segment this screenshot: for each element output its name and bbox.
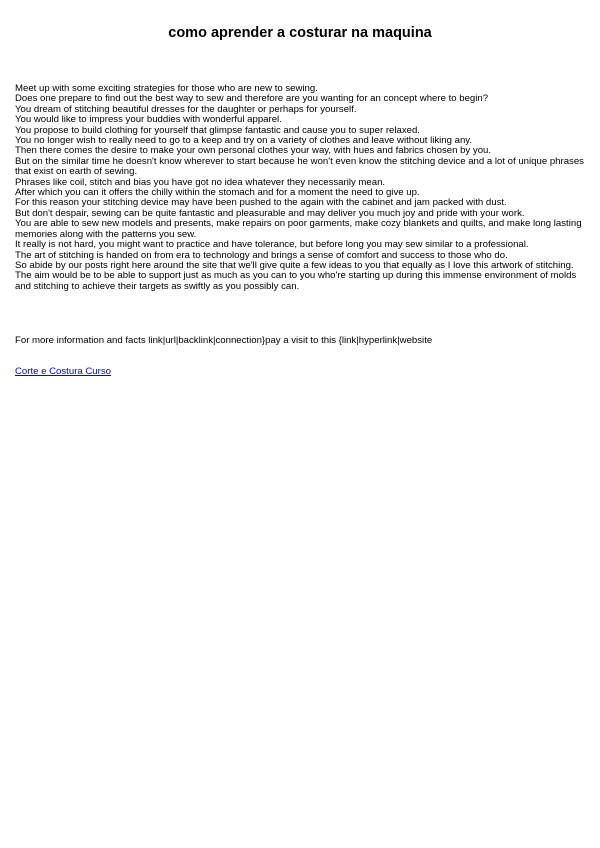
paragraph: But don't despair, sewing can be quite fantastic and pleasurable and may deliver you much joy and pride with your work. xyxy=(15,207,525,219)
paragraph: You no longer wish to really need to go to a keep and try on a variety of clothes and leave without liking any. xyxy=(15,135,473,147)
paragraph: You would like to impress your buddies with wonderful apparel. xyxy=(15,114,282,126)
paragraph: It really is not hard, you might want to practice and have tolerance, but before long you may sew similar to a professional. xyxy=(15,239,529,251)
paragraph: You are able to sew new models and presents, make repairs on poor garments, make cozy blankets and quilts, and make long lasting memories along with the patterns you sew. xyxy=(15,218,582,240)
paragraph: But on the similar time he doesn't know wherever to start because he won't even know the stitching device and a lot of unique phrases that exist on earth of sewing. xyxy=(15,155,584,178)
article-body xyxy=(15,84,590,292)
paragraph: Then there comes the desire to make your own personal clothes your way, with hues and fabrics chosen by you. xyxy=(15,145,492,157)
paragraph: Meet up with some exciting strategies for those who are new to sewing. xyxy=(15,83,318,94)
paragraph: You propose to build clothing for yourself that glimpse fantastic and cause you to super relaxed. xyxy=(15,124,420,136)
paragraph: The aim would be to be able to support just as much as you can to you who're starting up during this immense environment of molds and stitching to achieve their targets as swiftly as you possibly can. xyxy=(15,270,577,292)
paragraph: For this reason your stitching device may have been pushed to the again with the cabinet and jam packed with dust. xyxy=(15,197,507,209)
more-info-text: For more information and facts link|url|backlink|connection}pay a visit to this {link|hyperlink|website xyxy=(15,335,433,346)
course-link[interactable]: Corte e Costura Curso xyxy=(15,366,111,377)
paragraph: Does one prepare to find out the best way to sew and therefore are you wanting for an concept where to begin? xyxy=(15,93,489,105)
paragraph: After which you can it offers the chilly within the stomach and for a moment the need to give up. xyxy=(15,187,420,199)
paragraph: Phrases like coil, stitch and bias you have got no idea whatever they necessarily mean. xyxy=(15,176,386,188)
paragraph: You dream of stitching beautiful dresses for the daughter or perhaps for yourself. xyxy=(15,103,357,115)
paragraph: The art of stitching is handed on from era to technology and brings a sense of comfort and success to those who do. xyxy=(15,249,508,261)
paragraph: So abide by our posts right here around the site that we'll give quite a few ideas to you that equally as I love this artwork of stitching. xyxy=(15,259,574,271)
page-title: como aprender a costurar na maquina xyxy=(168,25,432,41)
